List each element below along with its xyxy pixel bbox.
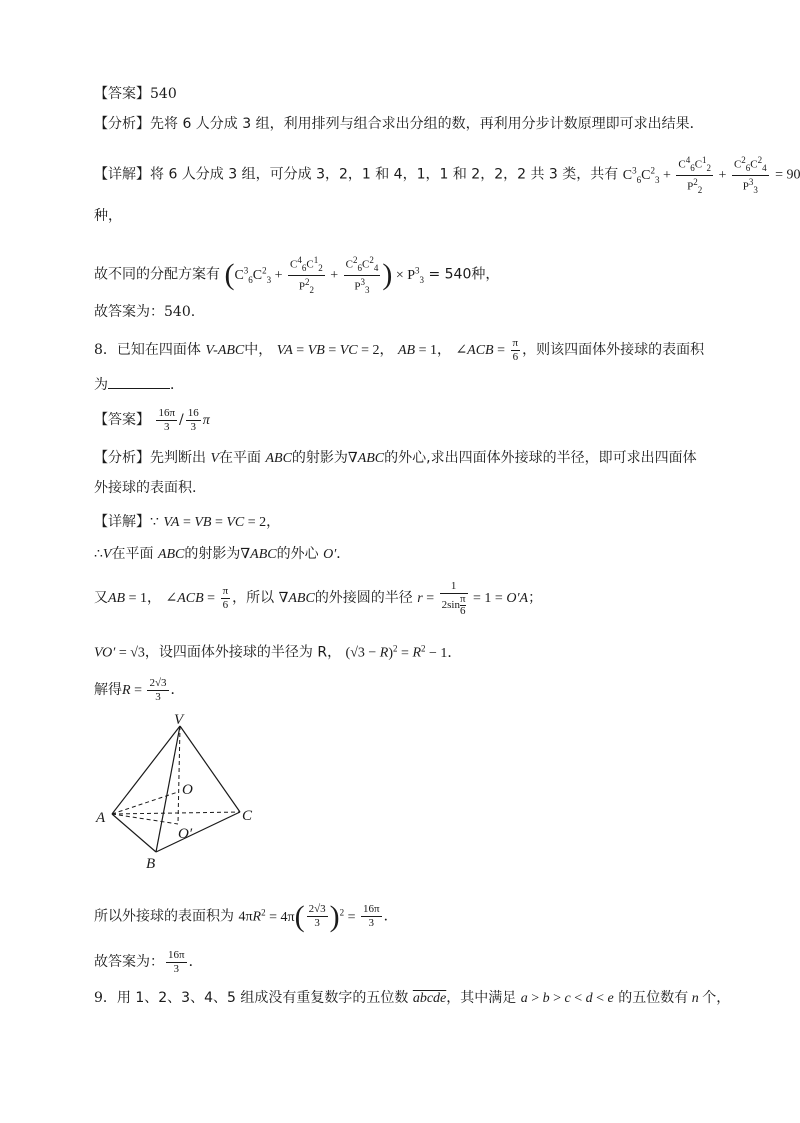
q7-analysis-text: 先将 6 人分成 3 组，利用排列与组合求出分组的数，再利用分步计数原理即可求出结果． [150, 116, 704, 132]
segment-ao [112, 792, 178, 814]
q8-detail-line3: 又AB = 1， ∠ACB = $\frac{\pi}{6}$ ，所以 ∇ABC的外接圆的半径 r = 1 2sin $\frac{\pi}{6}$ = 1 = O′A； [94, 579, 543, 617]
edge-ac-hidden [112, 812, 240, 814]
q8-analysis-line2: 外接球的表面积. [94, 480, 197, 496]
q7-scheme-result: = 540种， [428, 266, 500, 283]
label-o: O [182, 782, 193, 798]
label-o-prime: O′ [178, 826, 193, 842]
q7-scheme-line [94, 250, 499, 299]
edge-vc [180, 726, 240, 812]
q9-number: 9． [94, 990, 117, 1006]
q7-final: 故答案为：540. [94, 304, 196, 320]
q7-answer-line [94, 84, 177, 104]
label-a: A [96, 810, 106, 826]
answer-label: 【答案】 [94, 86, 150, 102]
q8-stem-line1: 8．已知在四面体 V-ABC中， VA = VB = VC = 2， AB = 1， ∠ACB = $\frac{\pi}{6}$ ，则该四面体外接球的表面积 [94, 336, 705, 363]
edge-va [112, 726, 180, 814]
q7-detail-line [94, 150, 800, 199]
q7-detail-text: 将 6 人分成 3 组，可分成 3，2，1 和 4，1，1 和 2，2，2 共 3 类，共有 [150, 166, 619, 183]
label-b: B [146, 856, 156, 872]
detail-label: 【详解】 [94, 166, 150, 183]
q7-combination-formula: $C^3_6C^2_3$ + $\frac{C^4_6C^1_2}{P^2_2}$ + $\frac{C^2_6C^2_4}{P^3_3}$ [622, 155, 767, 195]
q7-scheme-formula: ($C^3_6C^2_3$ + $\frac{C^4_6C^1_2}{P^2_2}$ + $\frac{C^2_6C^2_4}{P^3_3}$ ) × $P^3_3$ [224, 255, 425, 295]
q8-answer-line: 【答案】 $\frac{16\pi}{3}$ / $\frac{16}{3}$ π [94, 406, 210, 433]
q9-stem: 9．用 1、2、3、4、5 组成没有重复数字的五位数 abcde，其中满足 a > b > c < d < e 的五位数有 n 个， [94, 990, 731, 1006]
q8-number: 8． [94, 342, 117, 358]
height-vo [178, 726, 180, 824]
edge-vb [156, 726, 180, 852]
q7-scheme-prefix: 故不同的分配方案有 [94, 266, 220, 283]
label-v: V [174, 712, 184, 728]
q7-analysis-line [94, 114, 704, 134]
q8-surface-line: 所以外接球的表面积为 $4\pi R^2 = 4\pi$( $\frac{2√3}{3}$ )$^2$ = $\frac{16\pi}{3}$ ． [94, 899, 398, 933]
answer-blank [108, 374, 170, 389]
q8-stem-line2: 为 ． [94, 374, 184, 395]
label-c: C [242, 808, 253, 824]
q8-detail-line2: ∴V在平面 ABC的射影为∇ABC的外心 O′． [94, 546, 351, 562]
q8-detail-line4: VO′ = √3，设四面体外接球的半径为 R， $(√3 - R)^2 = R^2 - 1$． [94, 643, 462, 661]
analysis-label: 【分析】 [94, 116, 150, 132]
q7-continuation: 种， [94, 208, 122, 224]
q7-answer-value: 540 [150, 86, 177, 102]
q8-final-line: 故答案为： $\frac{16\pi}{3}$ ． [94, 948, 203, 975]
q8-detail-line1: 【详解】∵ VA = VB = VC = 2， [94, 514, 281, 530]
q8-analysis-line1: 【分析】先判断出 V在平面 ABC的射影为∇ABC的外心,求出四面体外接球的半径，即可求出四面体 [94, 450, 697, 466]
q7-detail-result: = 90 [775, 167, 800, 183]
edge-bc [156, 812, 240, 852]
tetrahedron-figure [94, 712, 264, 872]
q8-solve-line: 解得R = $\frac{2√3}{3}$ ． [94, 676, 185, 703]
